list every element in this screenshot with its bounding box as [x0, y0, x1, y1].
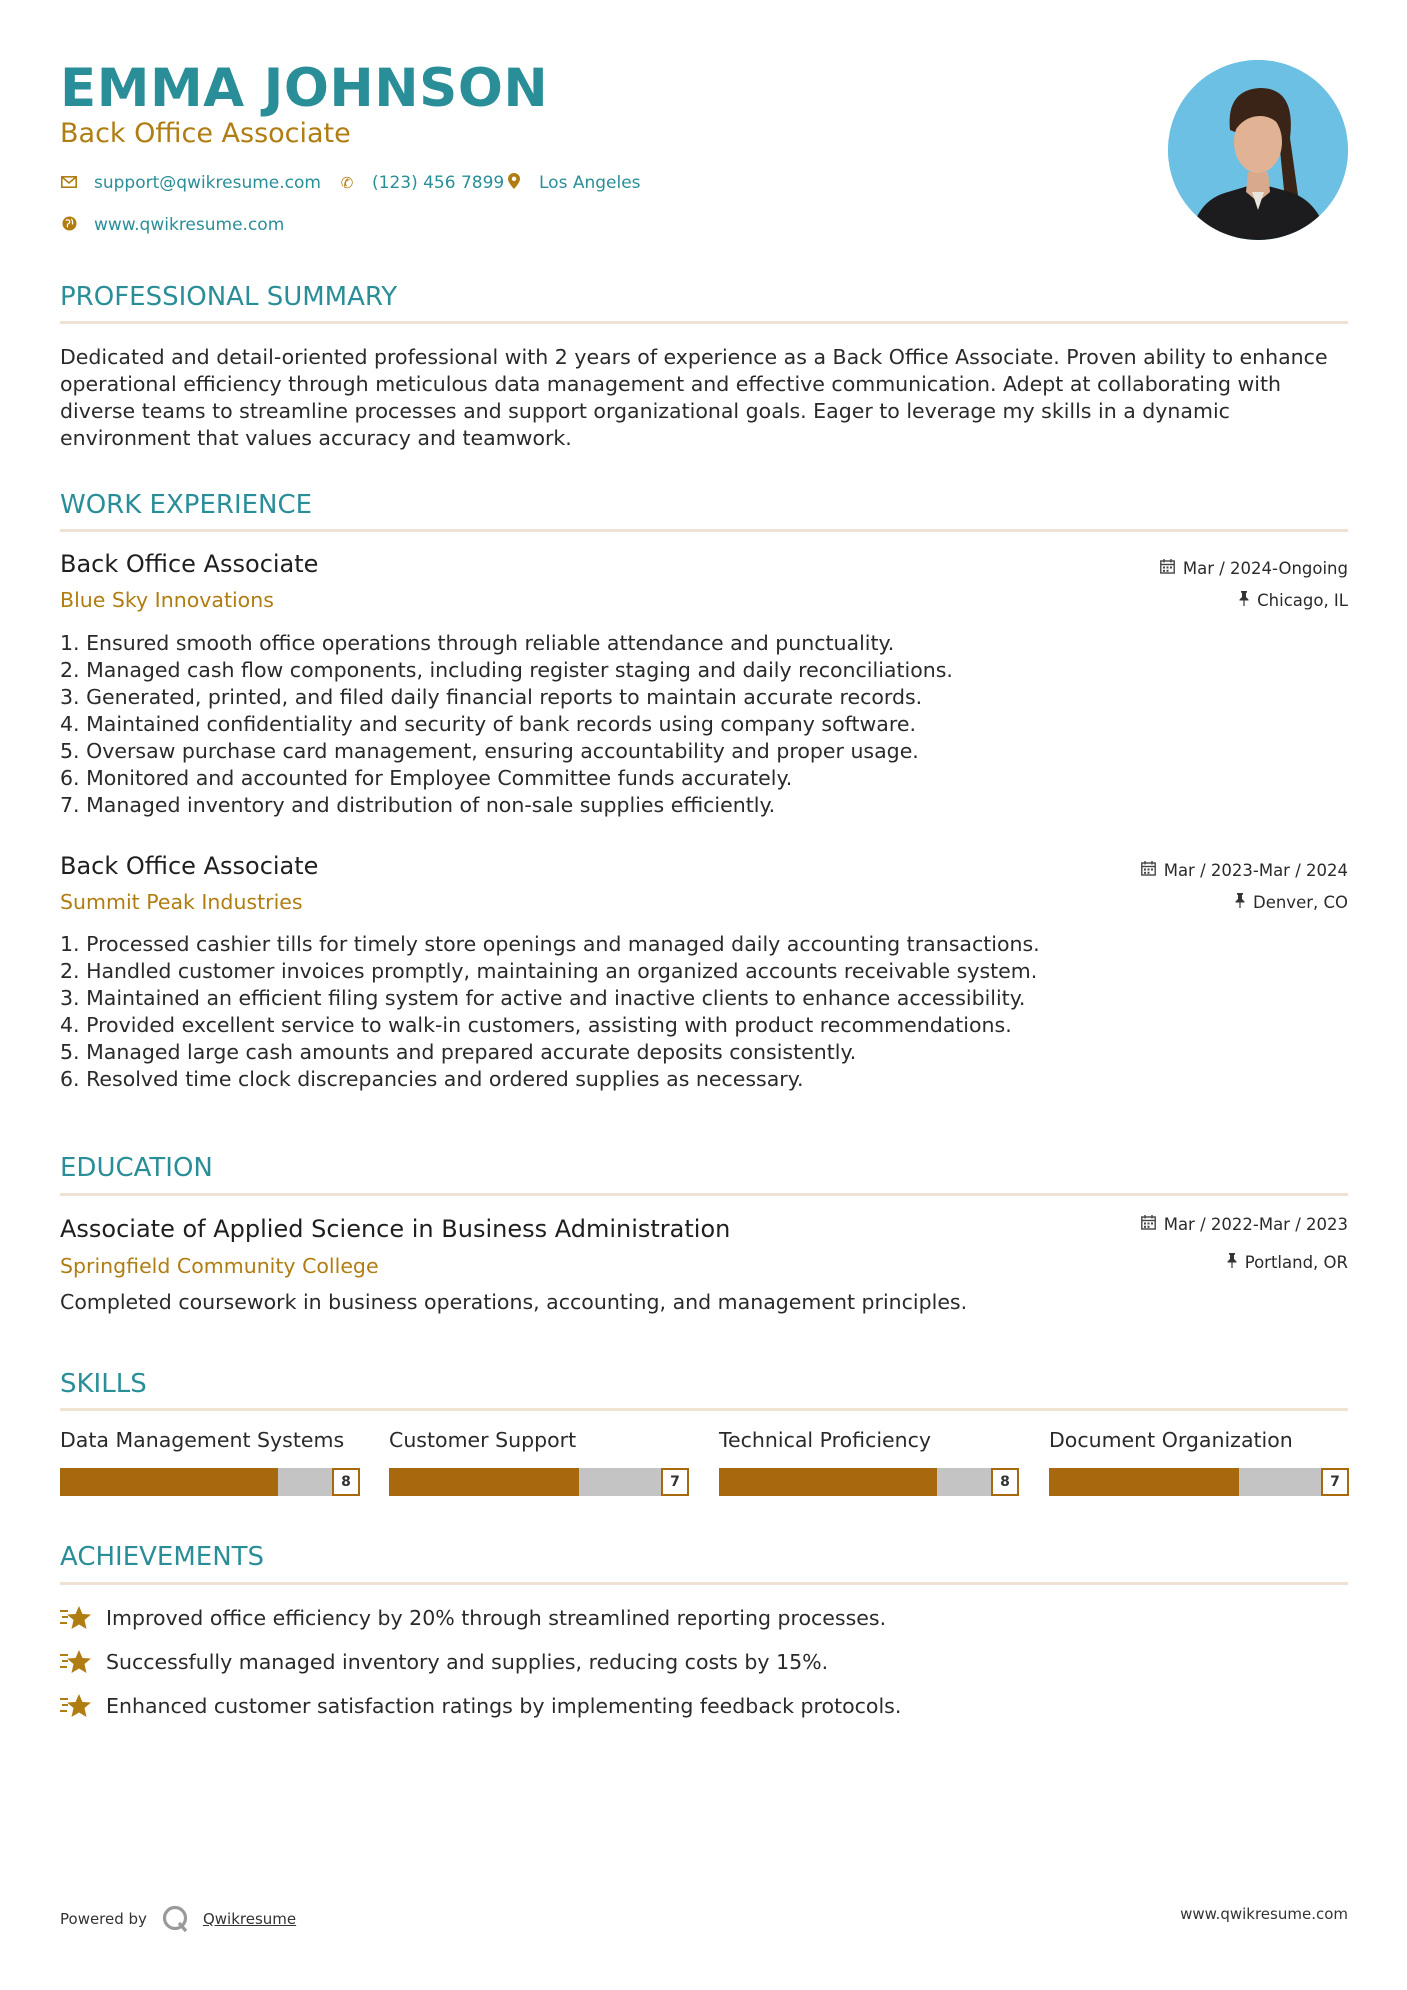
section-divider [60, 1193, 1348, 1196]
section-title-experience: WORK EXPERIENCE [60, 490, 313, 520]
skill-level: 7 [661, 1468, 689, 1496]
section-title-summary: PROFESSIONAL SUMMARY [60, 282, 398, 312]
dates-text: Mar / 2023-Mar / 2024 [1163, 861, 1348, 880]
skill-level: 8 [332, 1468, 360, 1496]
footer-powered-by [60, 1904, 296, 1934]
section-title-achievements: ACHIEVEMENTS [60, 1542, 265, 1572]
achievement-item [60, 1692, 901, 1720]
skill-bar [389, 1468, 680, 1496]
pushpin-icon [1227, 1253, 1237, 1272]
summary-line: environment that values accuracy and teamwork. [60, 426, 572, 450]
location-text: Portland, OR [1244, 1253, 1348, 1272]
candidate-title: Back Office Associate [60, 118, 351, 149]
list-item: 4. Maintained confidentiality and security of bank records using company software. [60, 712, 916, 736]
website-text[interactable]: www.qwikresume.com [94, 215, 285, 235]
list-item: 1. Processed cashier tills for timely store openings and managed daily accounting transactions. [60, 932, 1040, 956]
star-icon [60, 1692, 92, 1720]
skill-name: Document Organization [1049, 1428, 1293, 1452]
skill-bar-fill [1049, 1468, 1239, 1496]
education-dates [1141, 1215, 1348, 1234]
section-divider [60, 529, 1348, 532]
skill-level: 7 [1321, 1468, 1349, 1496]
summary-line: operational efficiency through meticulous data management and effective communication. Adept at collaborating with [60, 372, 1282, 396]
achievement-item [60, 1648, 828, 1676]
list-item: 6. Resolved time clock discrepancies and ordered supplies as necessary. [60, 1067, 804, 1091]
skill-item [389, 1428, 689, 1490]
skill-bar [719, 1468, 1010, 1496]
skill-item [719, 1428, 1019, 1490]
list-item: 3. Generated, printed, and filed daily financial reports to maintain accurate records. [60, 685, 923, 709]
job-location [1239, 591, 1348, 610]
star-icon [60, 1604, 92, 1632]
skill-bar [1049, 1468, 1340, 1496]
contact-email[interactable] [60, 173, 321, 193]
achievement-text: Improved office efficiency by 20% through streamlined reporting processes. [106, 1606, 887, 1630]
list-item: 4. Provided excellent service to walk-in customers, assisting with product recommendations. [60, 1013, 1012, 1037]
skill-level: 8 [991, 1468, 1019, 1496]
degree-title: Associate of Applied Science in Business Administration [60, 1215, 731, 1243]
job-title: Back Office Associate [60, 550, 319, 578]
summary-line: Dedicated and detail-oriented professional with 2 years of experience as a Back Office Associate. Proven ability to enhance [60, 345, 1328, 369]
dates-text: Mar / 2024-Ongoing [1182, 559, 1348, 578]
skill-bar-fill [60, 1468, 278, 1496]
list-item: 2. Managed cash flow components, including register staging and daily reconciliations. [60, 658, 953, 682]
list-item: 1. Ensured smooth office operations through reliable attendance and punctuality. [60, 631, 895, 655]
job-title: Back Office Associate [60, 852, 319, 880]
skill-bar-fill [719, 1468, 937, 1496]
job-dates [1160, 559, 1348, 578]
skill-bar-fill [389, 1468, 579, 1496]
calendar-icon [1141, 1215, 1156, 1234]
section-divider [60, 1408, 1348, 1411]
achievement-item [60, 1604, 886, 1632]
section-title-education: EDUCATION [60, 1153, 213, 1183]
education-location [1227, 1253, 1348, 1272]
skill-name: Data Management Systems [60, 1428, 345, 1452]
contact-website[interactable] [60, 215, 284, 235]
profile-photo [1168, 60, 1348, 240]
section-divider [60, 1582, 1348, 1585]
envelope-icon [60, 174, 78, 192]
location-text: Los Angeles [539, 173, 641, 193]
achievement-text: Successfully managed inventory and supplies, reducing costs by 15%. [106, 1650, 829, 1674]
candidate-name: EMMA JOHNSON [60, 58, 549, 119]
contact-phone[interactable] [338, 173, 504, 193]
list-item: 3. Maintained an efficient filing system for active and inactive clients to enhance accessibility. [60, 986, 1026, 1010]
job-responsibilities [60, 630, 1260, 819]
section-title-skills: SKILLS [60, 1369, 147, 1399]
phone-text[interactable]: (123) 456 7899 [372, 173, 505, 193]
job-dates [1141, 861, 1348, 880]
section-divider [60, 321, 1348, 324]
list-item: 2. Handled customer invoices promptly, maintaining an organized accounts receivable system. [60, 959, 1038, 983]
pushpin-icon [1235, 893, 1245, 912]
skill-name: Technical Proficiency [719, 1428, 932, 1452]
email-text[interactable]: support@qwikresume.com [94, 173, 321, 193]
location-text: Chicago, IL [1257, 591, 1348, 610]
achievement-text: Enhanced customer satisfaction ratings by implementing feedback protocols. [106, 1694, 902, 1718]
list-item: 5. Oversaw purchase card management, ensuring accountability and proper usage. [60, 739, 919, 763]
dates-text: Mar / 2022-Mar / 2023 [1163, 1215, 1348, 1234]
list-item: 6. Monitored and accounted for Employee Committee funds accurately. [60, 766, 793, 790]
list-item: 5. Managed large cash amounts and prepared accurate deposits consistently. [60, 1040, 857, 1064]
skill-item [60, 1428, 360, 1490]
list-item: 7. Managed inventory and distribution of non-sale supplies efficiently. [60, 793, 776, 817]
location-text: Denver, CO [1252, 893, 1348, 912]
qwikresume-logo-icon [161, 1904, 191, 1934]
school-name: Springfield Community College [60, 1254, 379, 1278]
calendar-icon [1160, 559, 1175, 578]
skill-bar [60, 1468, 351, 1496]
pushpin-icon [1239, 591, 1249, 610]
skill-item [1049, 1428, 1349, 1490]
company-name: Summit Peak Industries [60, 890, 303, 914]
calendar-icon [1141, 861, 1156, 880]
globe-icon [60, 216, 78, 235]
summary-line: diverse teams to streamline processes and support organizational goals. Eager to leverage my skills in a dynamic [60, 399, 1230, 423]
star-icon [60, 1648, 92, 1676]
contact-location [505, 173, 641, 193]
education-description: Completed coursework in business operations, accounting, and management principles. [60, 1290, 968, 1314]
job-responsibilities [60, 931, 1260, 1093]
company-name: Blue Sky Innovations [60, 588, 274, 612]
skill-name: Customer Support [389, 1428, 577, 1452]
summary-text [60, 344, 1350, 452]
footer-url[interactable]: www.qwikresume.com [1180, 1905, 1348, 1923]
powered-by-text: Powered by [60, 1910, 147, 1928]
map-pin-icon [505, 173, 523, 193]
job-location [1235, 893, 1348, 912]
brand-link[interactable]: Qwikresume [202, 1910, 297, 1928]
phone-icon: ✆ [340, 174, 354, 192]
